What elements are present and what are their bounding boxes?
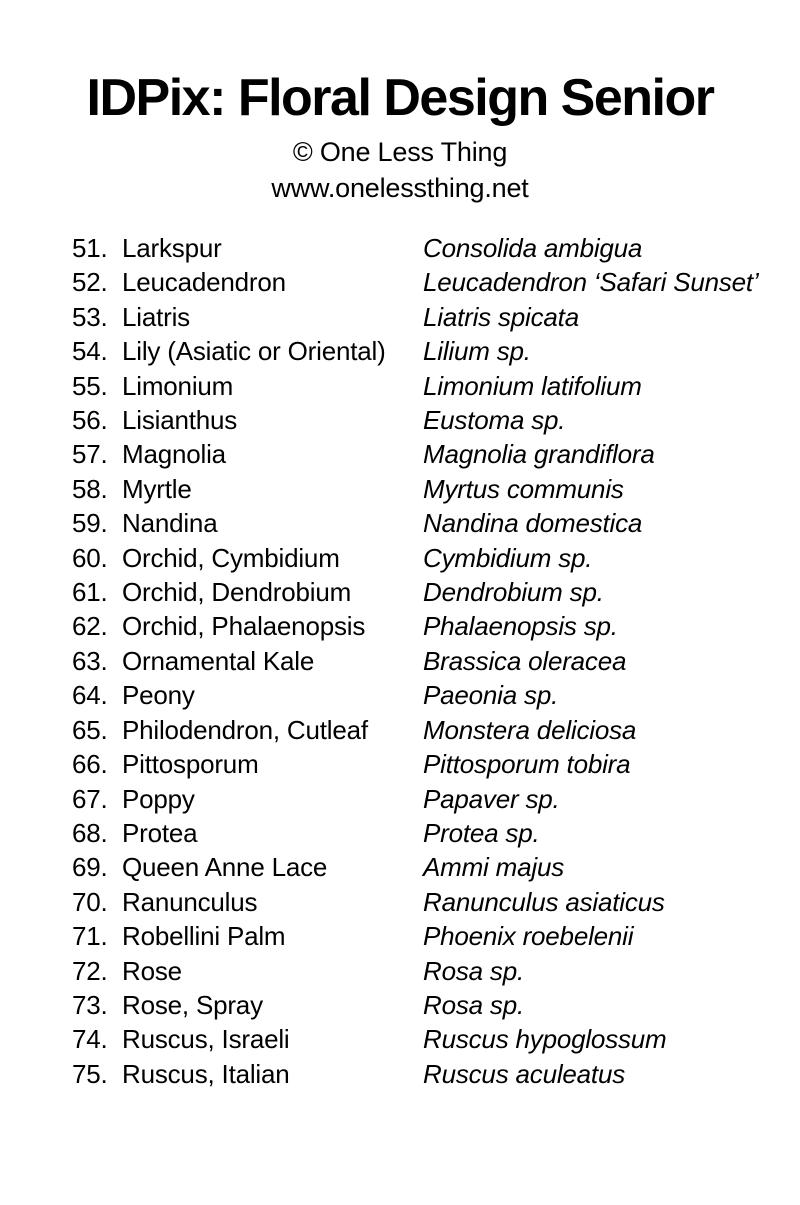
item-number: 65. — [72, 714, 108, 745]
scientific-name: Limonium latifolium — [423, 370, 642, 401]
list-item — [72, 644, 800, 678]
scientific-name: Consolida ambigua — [423, 233, 643, 263]
scientific-name: Monstera deliciosa — [423, 714, 637, 745]
item-number: 71. — [72, 921, 108, 952]
list-item — [72, 747, 800, 781]
scientific-name: Ranunculus asiaticus — [423, 886, 665, 917]
scientific-name: Lilium sp. — [423, 336, 531, 367]
common-name: Orchid, Phalaenopsis — [122, 611, 366, 642]
list-item — [72, 575, 800, 609]
item-number: 62. — [72, 611, 108, 642]
list-item — [72, 403, 800, 437]
scientific-name: Leucadendron ‘Safari Sunset’ — [423, 267, 759, 298]
scientific-name: Protea sp. — [423, 817, 540, 848]
website-url: www.onelessthing.net — [271, 173, 529, 203]
common-name: Rose, Spray — [122, 989, 263, 1020]
common-name: Orchid, Dendrobium — [122, 577, 352, 608]
item-number: 59. — [72, 508, 108, 539]
page-title: IDPix: Floral Design Senior — [86, 69, 714, 127]
item-number: 51. — [72, 233, 108, 263]
common-name: Poppy — [122, 783, 195, 814]
list-item — [72, 919, 800, 953]
item-number: 64. — [72, 680, 108, 711]
item-number: 56. — [72, 405, 108, 436]
list-item — [72, 506, 800, 540]
list-item — [72, 369, 800, 403]
common-name: Ruscus, Israeli — [122, 1024, 290, 1055]
list-item — [72, 300, 800, 334]
item-number: 66. — [72, 749, 108, 780]
item-number: 68. — [72, 817, 108, 848]
scientific-name: Dendrobium sp. — [423, 577, 604, 608]
common-name: Orchid, Cymbidium — [122, 542, 340, 573]
list-item — [72, 231, 800, 265]
scientific-name: Paeonia sp. — [423, 680, 559, 711]
common-name: Peony — [122, 680, 195, 711]
scientific-name: Papaver sp. — [423, 783, 560, 814]
item-number: 57. — [72, 439, 108, 470]
scientific-name: Magnolia grandiflora — [423, 439, 655, 470]
list-item — [72, 816, 800, 850]
plant-list — [0, 231, 800, 1091]
common-name: Nandina — [122, 508, 218, 539]
scientific-name: Pittosporum tobira — [423, 749, 631, 780]
common-name: Limonium — [122, 370, 234, 401]
item-number: 70. — [72, 886, 108, 917]
list-item — [72, 885, 800, 919]
list-item — [72, 782, 800, 816]
common-name: Larkspur — [122, 233, 222, 263]
common-name: Pittosporum — [122, 749, 259, 780]
common-name: Ornamental Kale — [122, 645, 315, 676]
list-item — [72, 954, 800, 988]
common-name: Lisianthus — [122, 405, 238, 436]
list-item — [72, 850, 800, 884]
item-number: 60. — [72, 542, 108, 573]
item-number: 69. — [72, 852, 108, 883]
list-item — [72, 541, 800, 575]
common-name: Philodendron, Cutleaf — [122, 714, 368, 745]
item-number: 67. — [72, 783, 108, 814]
common-name: Rose — [122, 955, 182, 986]
scientific-name: Nandina domestica — [423, 508, 643, 539]
common-name: Queen Anne Lace — [122, 852, 328, 883]
list-item — [72, 472, 800, 506]
scientific-name: Ruscus hypoglossum — [423, 1024, 667, 1055]
scientific-name: Phoenix roebelenii — [423, 921, 634, 952]
copyright-line: © One Less Thing — [292, 137, 508, 167]
list-item — [72, 334, 800, 368]
list-item — [72, 437, 800, 471]
common-name: Ruscus, Italian — [122, 1058, 290, 1089]
item-number: 61. — [72, 577, 108, 608]
common-name: Leucadendron — [122, 267, 286, 298]
common-name: Liatris — [122, 301, 190, 332]
list-item — [72, 1022, 800, 1056]
list-item — [72, 678, 800, 712]
common-name: Protea — [122, 817, 198, 848]
scientific-name: Ammi majus — [423, 852, 565, 883]
common-name: Robellini Palm — [122, 921, 286, 952]
scientific-name: Ruscus aculeatus — [423, 1058, 626, 1089]
common-name: Lily (Asiatic or Oriental) — [122, 336, 386, 367]
scientific-name: Liatris spicata — [423, 301, 579, 332]
common-name: Myrtle — [122, 473, 192, 504]
list-item — [72, 988, 800, 1022]
item-number: 52. — [72, 267, 108, 298]
item-number: 53. — [72, 301, 108, 332]
item-number: 54. — [72, 336, 108, 367]
list-item — [72, 713, 800, 747]
common-name: Ranunculus — [122, 886, 258, 917]
item-number: 63. — [72, 645, 108, 676]
scientific-name: Rosa sp. — [423, 989, 525, 1020]
list-item — [72, 265, 800, 299]
common-name: Magnolia — [122, 439, 226, 470]
item-number: 55. — [72, 370, 108, 401]
scientific-name: Cymbidium sp. — [423, 542, 593, 573]
item-number: 74. — [72, 1024, 108, 1055]
item-number: 58. — [72, 473, 108, 504]
list-item — [72, 1057, 800, 1091]
scientific-name: Brassica oleracea — [423, 645, 627, 676]
item-number: 72. — [72, 955, 108, 986]
item-number: 73. — [72, 989, 108, 1020]
scientific-name: Rosa sp. — [423, 955, 525, 986]
scientific-name: Eustoma sp. — [423, 405, 566, 436]
list-item — [72, 609, 800, 643]
item-number: 75. — [72, 1058, 108, 1089]
scientific-name: Myrtus communis — [423, 473, 624, 504]
scientific-name: Phalaenopsis sp. — [423, 611, 618, 642]
